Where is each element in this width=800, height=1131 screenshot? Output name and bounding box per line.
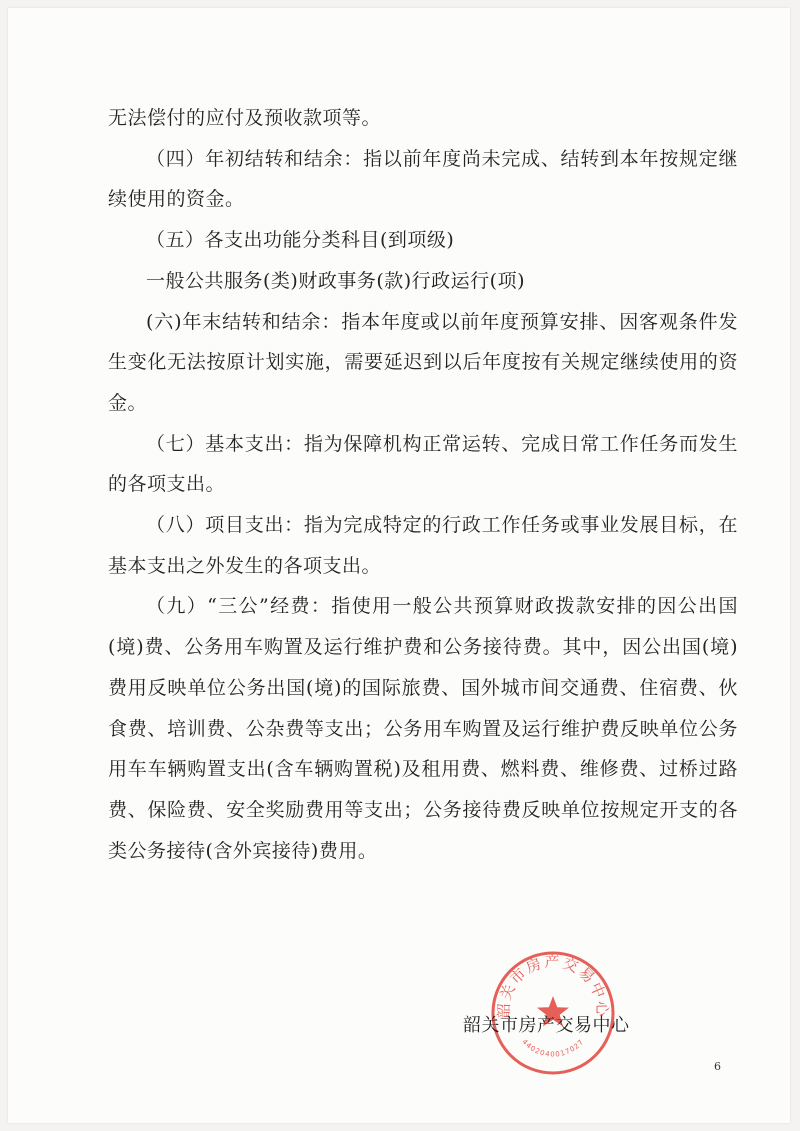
paragraph-year-end-balance: (六)年末结转和结余：指本年度或以前年度预算安排、因客观条件发生变化无法按原计划实施，需要延迟到以后年度按有关规定继续使用的资金。 xyxy=(108,310,738,414)
document-body xyxy=(108,98,738,871)
seal-top-text: 韶关市房产交易中心 xyxy=(494,952,612,1019)
paragraph-project-expenditure: （八）项目支出：指为完成特定的行政工作任务或事业发展目标，在基本支出之外发生的各项支出。 xyxy=(108,514,738,577)
paragraph-three-public-expenses: （九）“三公”经费：指使用一般公共预算财政拨款安排的因公出国(境)费、公务用车购置及运行维护费和公务接待费。其中，因公出国(境)费用反映单位公务出国(境)的国际旅费、国外城市间交通费、住宿费、伙食费、培训费、公杂费等支出；公务用车购置及运行维护费反映单位公务用车车辆购置支出(含车辆购置税)及租用费、燃料费、维修费、过桥过路费、保险费、安全奖励费用等支出；公务接待费反映单位按规定开支的各类公务接待(含外宾接待)费用。 xyxy=(108,595,738,862)
paragraph-basic-expenditure: （七）基本支出：指为保障机构正常运转、完成日常工作任务而发生的各项支出。 xyxy=(108,432,738,496)
page-number: 6 xyxy=(714,1060,721,1073)
paragraph-public-service-item: 一般公共服务(类)财政事务(款)行政运行(项) xyxy=(146,269,525,292)
paragraph-carryover-funds: （四）年初结转和结余：指以前年度尚未完成、结转到本年按规定继续使用的资金。 xyxy=(108,147,738,211)
seal-code-text: 4402040017027 xyxy=(520,1037,586,1059)
paragraph-function-subjects: （五）各支出功能分类科目(到项级) xyxy=(146,229,455,252)
paragraph-continuation: 无法偿付的应付及预收款项等。 xyxy=(108,107,382,129)
issuer-signature: 韶关市房产交易中心 xyxy=(463,1015,630,1036)
document-page xyxy=(8,8,790,1123)
